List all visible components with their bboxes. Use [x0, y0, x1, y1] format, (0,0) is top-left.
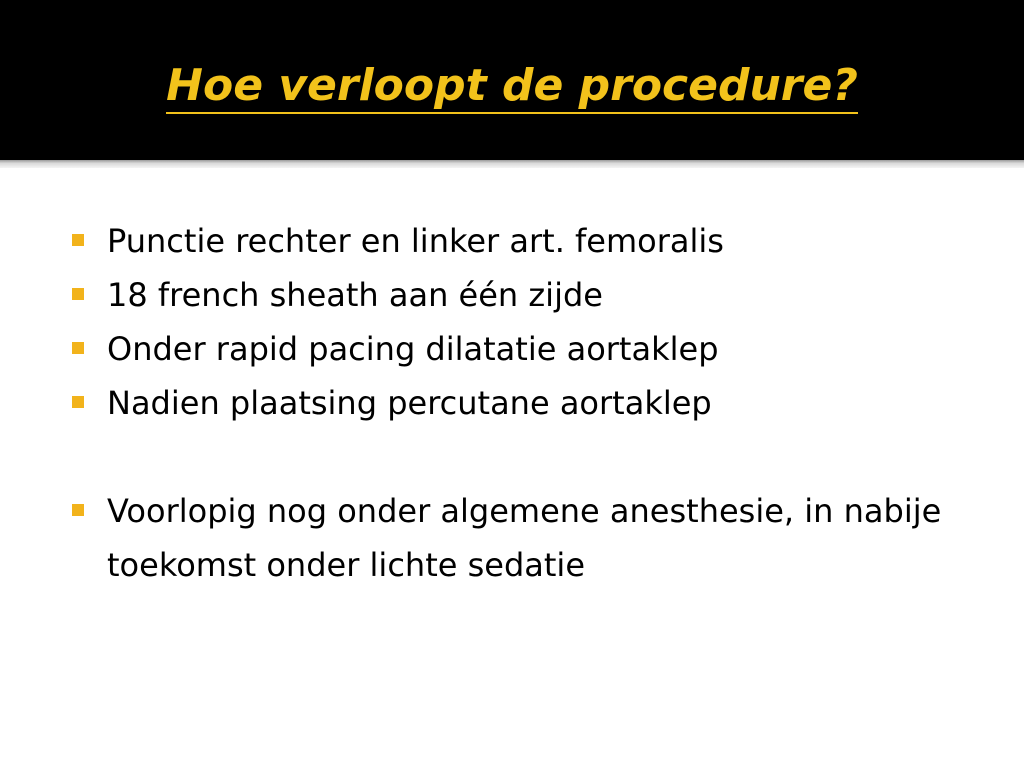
bullet-text: Voorlopig nog onder algemene anesthesie, in nabije toekomst onder lichte sedatie	[107, 492, 942, 584]
square-bullet-icon	[72, 288, 84, 300]
square-bullet-icon	[72, 342, 84, 354]
bullet-text: Nadien plaatsing percutane aortaklep	[107, 384, 712, 422]
title-band	[0, 0, 1024, 160]
slide-title-text: Hoe verloopt de procedure?	[166, 60, 858, 114]
title-divider	[0, 160, 1024, 168]
bullet-item	[72, 376, 972, 430]
slide-title	[0, 56, 1024, 116]
bullet-item	[72, 268, 972, 322]
bullet-list	[72, 214, 972, 592]
square-bullet-icon	[72, 504, 84, 516]
bullet-text: Onder rapid pacing dilatatie aortaklep	[107, 330, 719, 368]
bullet-item	[72, 214, 972, 268]
bullet-text: 18 french sheath aan één zijde	[107, 276, 603, 314]
square-bullet-icon	[72, 234, 84, 246]
bullet-text: Punctie rechter en linker art. femoralis	[107, 222, 724, 260]
square-bullet-icon	[72, 396, 84, 408]
bullet-item	[72, 322, 972, 376]
bullet-item	[72, 484, 972, 592]
